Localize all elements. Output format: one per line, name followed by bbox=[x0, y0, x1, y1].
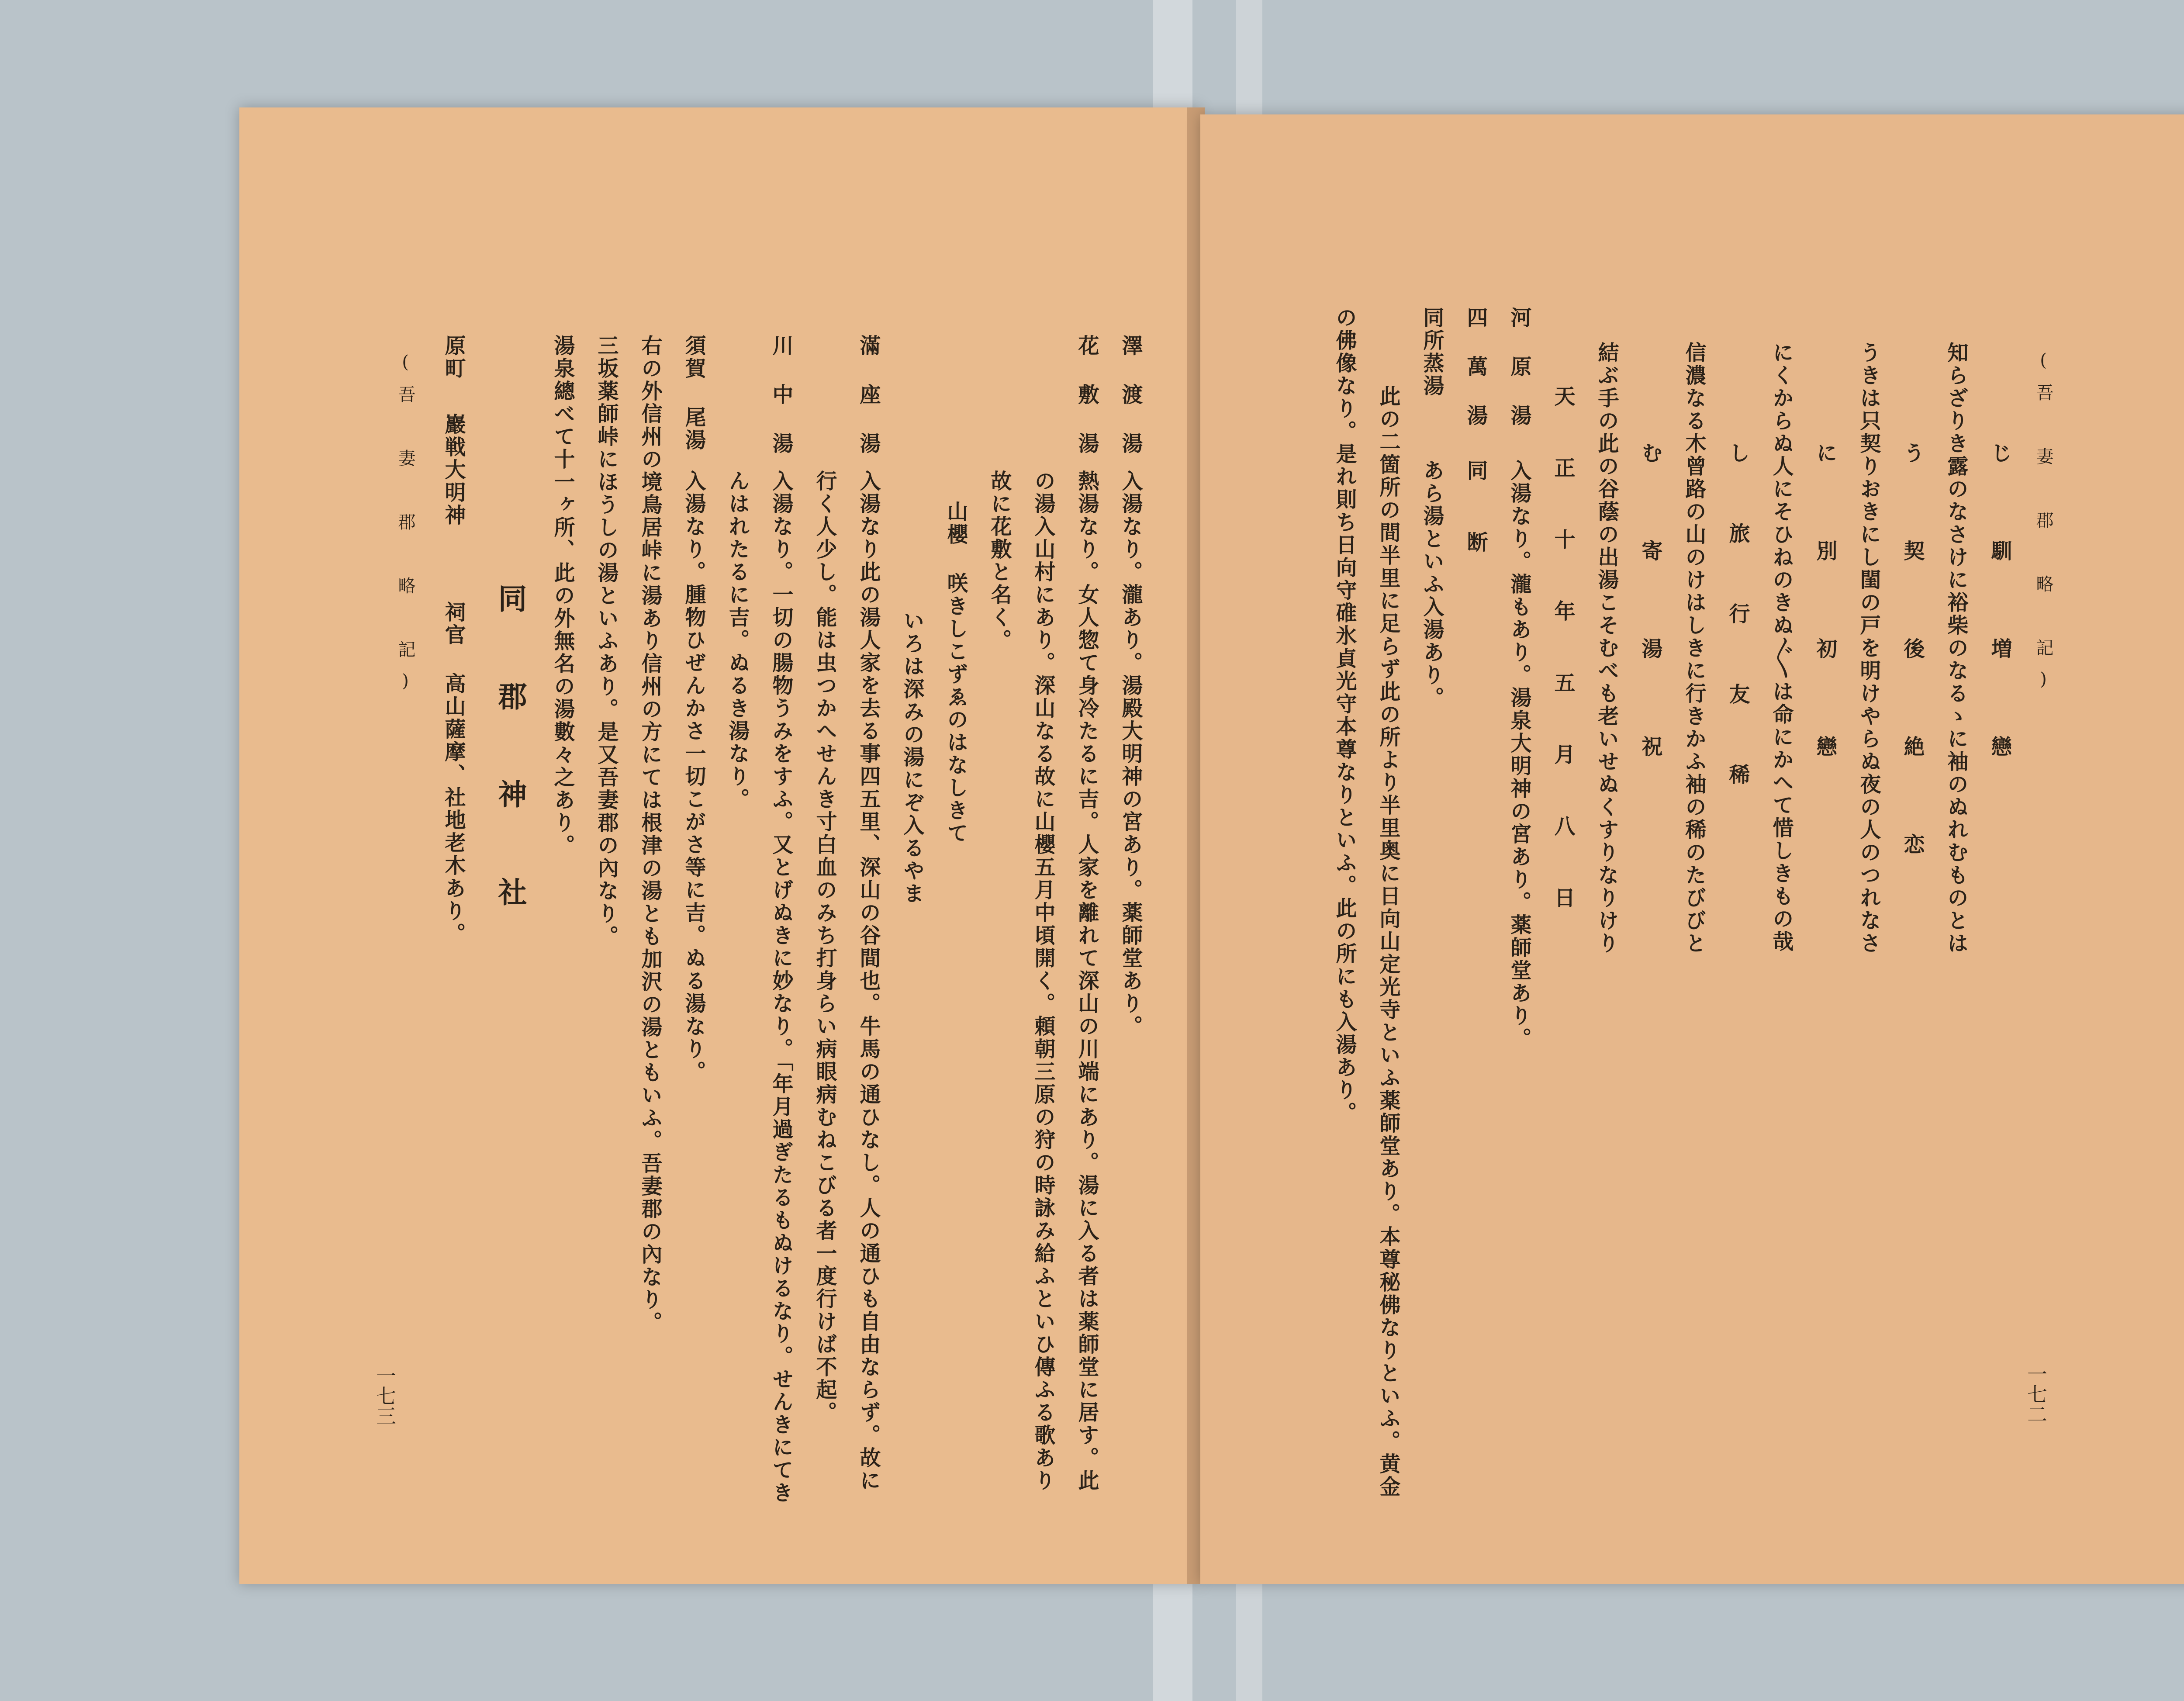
text-hanashiki-1: 熱湯なり。女人惣て身冷たるに吉。人家を離れて深山の川端にあり。湯に入る者は薬師堂に居す。此 bbox=[1075, 470, 1099, 1492]
running-head-right: (吾 妻 郡 略 記) bbox=[2033, 350, 2053, 702]
text-hanashiki-2: の湯入山村にあり。深山なる故に山櫻五月中頃開く。頼朝三原の狩の時詠み給ふといひ傳ふる歌あり bbox=[1031, 470, 1055, 1492]
text-sawatari: 入湯なり。瀧あり。湯殿大明神の宮あり。薬師堂あり。 bbox=[1118, 470, 1143, 1038]
page-number-right: 一七二 bbox=[2024, 1364, 2048, 1424]
poem-title-4: し 旅 行 友 稀 bbox=[1725, 442, 1750, 802]
paragraph-2: の佛像なり。是れ則ち日向守碓氷貞光守本尊なりといふ。此の所にも入湯あり。 bbox=[1332, 307, 1357, 1124]
entry-hanashiki: 花 敷 湯 bbox=[1075, 335, 1099, 455]
poem-line-3: にくからぬ人にそひねのきぬ〴〵は命にかへて惜しきもの哉 bbox=[1769, 342, 1794, 953]
entry-kawanaka: 川 中 湯 bbox=[769, 335, 793, 455]
entry-suga: 須賀 尾湯 bbox=[681, 335, 706, 452]
text-suga: 入湯なり。腫物ひぜんかさ一切こがさ等に吉。ぬる湯なり。 bbox=[681, 470, 706, 1083]
text-hanashiki-3: 故に花敷と名く。 bbox=[987, 470, 1012, 652]
paragraph-1: 此の二箇所の間半里に足らず此の所より半里奥に日向山定光寺といふ薬師堂あり。本尊秘佛なりといふ。黄金 bbox=[1376, 385, 1400, 1498]
poem-title-5: む 寄 湯 祝 bbox=[1638, 442, 1662, 783]
text-kawanaka-1: 入湯なり。一切の腸物うみをすふ。又とげぬきに妙なり。「年月過ぎたるもぬけるなり。せんきにてき bbox=[769, 470, 793, 1504]
text-kawanaka-2: んはれたるに吉。ぬるき湯なり。 bbox=[725, 470, 750, 811]
shrine-loc: 原町 bbox=[441, 335, 466, 380]
summary-3: 湯泉總べて十一ヶ所、此の外無名の湯數々之あり。 bbox=[550, 335, 575, 857]
right-page bbox=[1200, 114, 2184, 1584]
poem-a: 山櫻 咲きしこずゑのはなしきて bbox=[943, 501, 968, 845]
running-head-left: (吾 妻 郡 略 記) bbox=[395, 352, 415, 704]
poem-line-4: 信濃なる木曾路の山のけはしきに行きかふ袖の稀のたびびと bbox=[1682, 342, 1706, 955]
entry-doshouyu: 同所蒸湯 bbox=[1420, 307, 1444, 398]
poem-title-3: に 別 初 戀 bbox=[1813, 442, 1837, 783]
page-number-left: 一七三 bbox=[373, 1366, 397, 1426]
poem-title-1: じ 馴 増 戀 bbox=[1987, 442, 2012, 783]
section-title: 同 郡 神 社 bbox=[493, 584, 527, 923]
shrine-detail: 祠官 高山薩摩、社地老木あり。 bbox=[441, 601, 466, 945]
date: 天 正 十 年 五 月 八 日 bbox=[1551, 385, 1575, 921]
text-shima: 同 断 bbox=[1463, 460, 1488, 565]
poem-line-2: うきは只契りおきにし閨の戸を明けやらぬ夜の人のつれなさ bbox=[1856, 342, 1881, 955]
entry-kawara: 河 原 湯 bbox=[1507, 307, 1531, 427]
text-manza-2: 行く人少し。能は虫つかへせんき寸白血のみち打身らい病眼病むねこびる者一度行けば不起。 bbox=[812, 470, 837, 1424]
entry-shima: 四 萬 湯 bbox=[1463, 307, 1488, 427]
entry-manza: 滿 座 湯 bbox=[856, 335, 881, 455]
poem-title-2: う 契 後 絶 恋 bbox=[1900, 442, 1925, 881]
shrine-name: 巖戦大明神 bbox=[441, 413, 466, 527]
text-manza-1: 入湯なり此の湯人家を去る事四五里、深山の谷間也。牛馬の通ひなし。人の通ひも自由ならず。故に bbox=[856, 470, 881, 1492]
summary-2: 三坂薬師峠にほうしの湯といふあり。是又吾妻郡の內なり。 bbox=[594, 335, 619, 948]
entry-sawatari: 澤 渡 湯 bbox=[1118, 335, 1143, 455]
text-doshouyu: あら湯といふ入湯あり。 bbox=[1420, 460, 1444, 709]
left-page bbox=[239, 107, 1200, 1584]
text-kawara: 入湯なり。瀧もあり。湯泉大明神の宮あり。薬師堂あり。 bbox=[1507, 460, 1531, 1050]
poem-b: いろは深みの湯にぞ入るやま bbox=[900, 610, 924, 905]
summary-1: 右の外信州の境鳥居峠に湯あり信州の方にては根津の湯とも加沢の湯ともいふ。吾妻郡の內なり。 bbox=[638, 335, 662, 1334]
poem-line-5: 結ぶ手の此の谷蔭の出湯こそむべも老いせぬくすりなりけり bbox=[1594, 342, 1619, 955]
poem-line-1: 知らざりき露のなさけに裕柴のなるゝに袖のぬれむものとは bbox=[1944, 342, 1968, 955]
